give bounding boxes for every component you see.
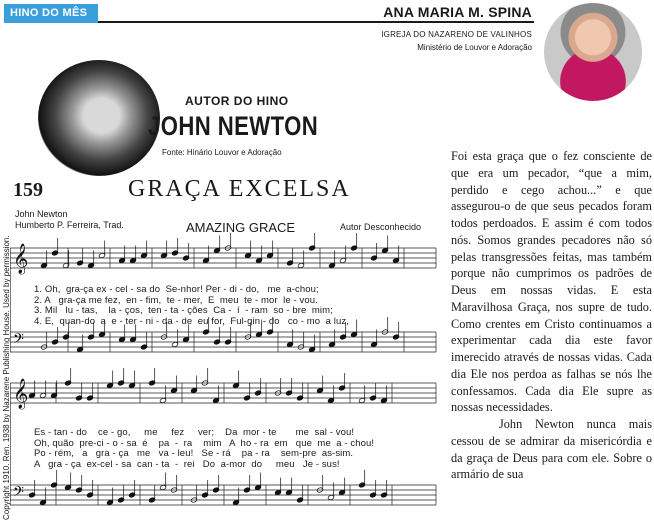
article-body: [451, 148, 652, 483]
columnist-ministry: Ministério de Louvor e Adoração: [417, 43, 532, 52]
header-rule: [98, 21, 534, 23]
svg-text:𝄢: 𝄢: [13, 484, 24, 504]
copyright-notice: Copyright 1910. Ren. 1938 by Nazarene Publishing House. Used by permission.: [2, 235, 11, 520]
hymn-music-author: Autor Desconhecido: [340, 222, 422, 232]
svg-text:𝄞: 𝄞: [13, 244, 29, 274]
john-newton-portrait: [38, 60, 160, 176]
lyric-line: A gra - ça ex-cel - sa can - ta - rei Do a-mor do meu Je - sus!: [34, 458, 340, 470]
hymn-english-title: AMAZING GRACE: [186, 220, 296, 235]
section-tag: HINO DO MÊS: [4, 4, 98, 23]
svg-text:𝄢: 𝄢: [13, 331, 24, 351]
columnist-church: IGREJA DO NAZARENO DE VALINHOS: [381, 30, 532, 39]
article-paragraph: Foi esta graça que o fez consciente de que era um pecador, “que a mim, perdido e cego achou...” e que assegurou-o de que seus pecados foram todos perdoados. E assim é com todos nós. Somos grandes pecadores não só pelas transgressões feitas, mas também porque não cumprimos os padrões de Deus em nossas vidas. E esta Maravilhosa Graça, nos supre de tudo. Como crentes em Cristo continuamos a experimentar cada dia este favor imerecido através de nossas vidas. Cada dia Ele nos perdoa as falhas se nós lhe confessamos. Cada dia Ele supre as nossas necessidades.: [451, 149, 652, 415]
lyric-line: 3. Mil lu - tas, la - ços, ten - ta - ções Ca - í - ram so - bre mim;: [34, 305, 333, 316]
article-paragraph: John Newton nunca mais cessou de se admirar da misericórdia e da graça de Deus para com ele. Sobre o armário de sua: [451, 417, 652, 482]
lyric-line: Es - tan - do ce - go, me fez ver; Da mor - te me sal - vou!: [34, 427, 355, 438]
hymn-lyricist: John Newton: [15, 209, 68, 219]
columnist-photo: [544, 3, 642, 101]
music-score: [10, 232, 438, 518]
lyric-line: Oh, quão pre-ci - o - sa é pa - ra mim A ho - ra em que me a - chou!: [34, 437, 375, 449]
lyric-line: 1. Oh, gra-ça ex - cel - sa do Se-nhor! Per - di - do, me a-chou;: [34, 284, 319, 295]
hymn-author-label: AUTOR DO HINO: [185, 94, 289, 108]
columnist-name: ANA MARIA M. SPINA: [383, 4, 532, 20]
hymn-source: Fonte: Hinário Louvor e Adoração: [162, 148, 282, 157]
lyric-line: 4. E, quan-do a e - ter - ni - da - de eu for, Ful-gin - do co - mo a luz,: [34, 315, 349, 327]
lyric-line: Po - rém, a gra - ça me va - leu! Se - rá pa - ra sem-pre as-sim.: [34, 448, 354, 459]
hymn-title: GRAÇA EXCELSA: [128, 176, 351, 202]
svg-text:𝄞: 𝄞: [13, 379, 29, 409]
hymn-translator: Humberto P. Ferreira, Trad.: [15, 220, 124, 230]
hymn-author-name: JOHN NEWTON: [148, 111, 319, 141]
lyric-line: 2. A gra-ça me fez, en - fim, te - mer, E meu te - mor le - vou.: [34, 294, 318, 306]
hymn-number: 159: [13, 179, 43, 201]
